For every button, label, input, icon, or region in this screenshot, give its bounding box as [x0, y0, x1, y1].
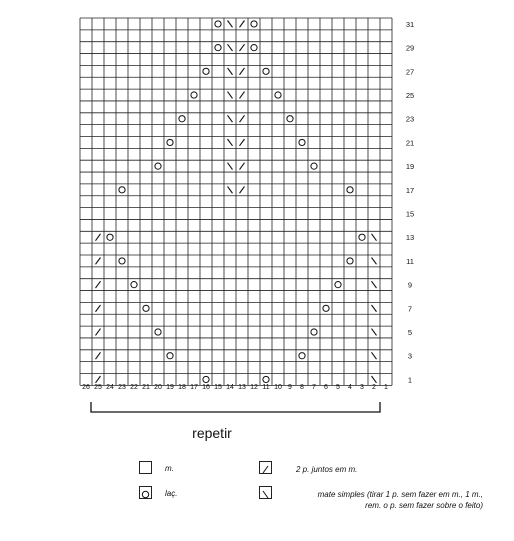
yo-symbol: [203, 376, 209, 382]
yo-symbol: [299, 139, 305, 145]
k2tog-symbol: [96, 258, 101, 265]
column-number: 1: [384, 384, 388, 391]
k2tog-symbol: [240, 44, 245, 51]
k2tog-symbol: [240, 92, 245, 99]
row-number: 13: [405, 233, 415, 243]
ssk-symbol: [228, 21, 233, 28]
yo-symbol: [155, 163, 161, 169]
yo-symbol: [203, 68, 209, 74]
yo-symbol: [335, 282, 341, 288]
ssk-symbol: [228, 115, 233, 122]
ssk-symbol: [228, 163, 233, 170]
row-number: 19: [405, 162, 415, 172]
ssk-symbol: [228, 186, 233, 193]
row-number: 1: [407, 375, 413, 385]
k2tog-symbol: [96, 234, 101, 241]
yo-icon: [140, 489, 151, 500]
k2tog-symbol: [240, 139, 245, 146]
legend-yo-label: laç.: [165, 489, 178, 498]
row-number: 7: [407, 304, 413, 314]
legend-k2tog-label: 2 p. juntos em m.: [296, 465, 358, 474]
legend-ssk-label-line2: rem. o p. sem fazer sobre o feito): [365, 501, 483, 510]
yo-symbol: [251, 21, 257, 27]
column-number: 14: [226, 384, 234, 391]
yo-symbol: [119, 187, 125, 193]
yo-symbol: [275, 92, 281, 98]
yo-symbol: [311, 163, 317, 169]
column-number: 13: [238, 384, 246, 391]
ssk-symbol: [372, 258, 377, 265]
row-number: 27: [405, 67, 415, 77]
yo-symbol: [167, 139, 173, 145]
row-number: 11: [406, 256, 414, 266]
yo-symbol: [299, 353, 305, 359]
k2tog-icon: [260, 464, 271, 475]
yo-symbol: [311, 329, 317, 335]
column-number: 21: [142, 384, 150, 391]
column-number: 16: [202, 384, 210, 391]
yo-symbol: [251, 45, 257, 51]
yo-symbol: [287, 116, 293, 122]
legend-yo-symbol: [139, 486, 152, 499]
row-number: 21: [405, 138, 415, 148]
k2tog-symbol: [96, 305, 101, 312]
row-number: 5: [407, 328, 413, 338]
legend-ssk-symbol: [259, 486, 272, 499]
yo-symbol: [107, 234, 113, 240]
yo-symbol: [359, 234, 365, 240]
row-number: 25: [405, 91, 415, 101]
k2tog-symbol: [240, 21, 245, 28]
k2tog-symbol: [96, 352, 101, 359]
row-number: 23: [405, 114, 415, 124]
ssk-symbol: [228, 68, 233, 75]
yo-symbol: [167, 353, 173, 359]
yo-symbol: [179, 116, 185, 122]
column-number: 15: [214, 384, 222, 391]
column-number: 4: [348, 384, 352, 391]
column-number: 5: [336, 384, 340, 391]
yo-symbol: [131, 282, 137, 288]
k2tog-symbol: [240, 186, 245, 193]
yo-symbol: [347, 258, 353, 264]
legend-knit-label: m.: [165, 464, 174, 473]
legend-k2tog-symbol: [259, 461, 272, 474]
column-number: 3: [360, 384, 364, 391]
ssk-symbol: [228, 44, 233, 51]
column-number: 20: [154, 384, 162, 391]
legend-knit-symbol: [139, 461, 152, 474]
column-number: 19: [166, 384, 174, 391]
repeat-label: repetir: [192, 425, 232, 441]
row-number: 17: [405, 185, 415, 195]
k2tog-symbol: [96, 329, 101, 336]
column-number: 25: [94, 384, 102, 391]
k2tog-symbol: [240, 68, 245, 75]
row-numbers: [406, 20, 414, 385]
column-number: 2: [372, 384, 376, 391]
yo-symbol: [347, 187, 353, 193]
column-number: 18: [178, 384, 186, 391]
repeat-bracket: [91, 402, 380, 412]
column-number: 11: [262, 384, 270, 391]
k2tog-symbol: [96, 281, 101, 288]
row-number: 9: [407, 280, 413, 290]
column-number: 9: [288, 384, 292, 391]
legend-ssk-label-line1: mate simples (tirar 1 p. sem fazer em m., 1 m.,: [317, 490, 483, 499]
column-number: 17: [190, 384, 198, 391]
chart-grid: [80, 18, 392, 385]
ssk-icon: [260, 489, 271, 500]
yo-symbol: [215, 21, 221, 27]
yo-symbol: [323, 305, 329, 311]
yo-symbol: [119, 258, 125, 264]
k2tog-symbol: [96, 376, 101, 383]
column-number: 22: [130, 384, 138, 391]
ssk-symbol: [372, 376, 377, 383]
yo-symbol: [263, 68, 269, 74]
ssk-symbol: [372, 305, 377, 312]
column-number: 24: [106, 384, 114, 391]
column-number: 8: [300, 384, 304, 391]
ssk-symbol: [228, 139, 233, 146]
ssk-symbol: [228, 92, 233, 99]
k2tog-symbol: [240, 163, 245, 170]
yo-symbol: [215, 45, 221, 51]
row-number: 31: [405, 19, 415, 29]
yo-symbol: [155, 329, 161, 335]
row-number: 3: [407, 351, 413, 361]
column-number: 12: [250, 384, 258, 391]
yo-symbol: [143, 305, 149, 311]
ssk-symbol: [372, 329, 377, 336]
ssk-symbol: [372, 234, 377, 241]
yo-symbol: [263, 376, 269, 382]
column-number: 7: [312, 384, 316, 391]
ssk-symbol: [372, 352, 377, 359]
column-number: 26: [82, 384, 90, 391]
column-number: 23: [118, 384, 126, 391]
row-number: 29: [405, 43, 415, 53]
row-number: 15: [405, 209, 415, 219]
column-number: 10: [274, 384, 282, 391]
k2tog-symbol: [240, 115, 245, 122]
yo-symbol: [191, 92, 197, 98]
column-number: 6: [324, 384, 328, 391]
ssk-symbol: [372, 281, 377, 288]
